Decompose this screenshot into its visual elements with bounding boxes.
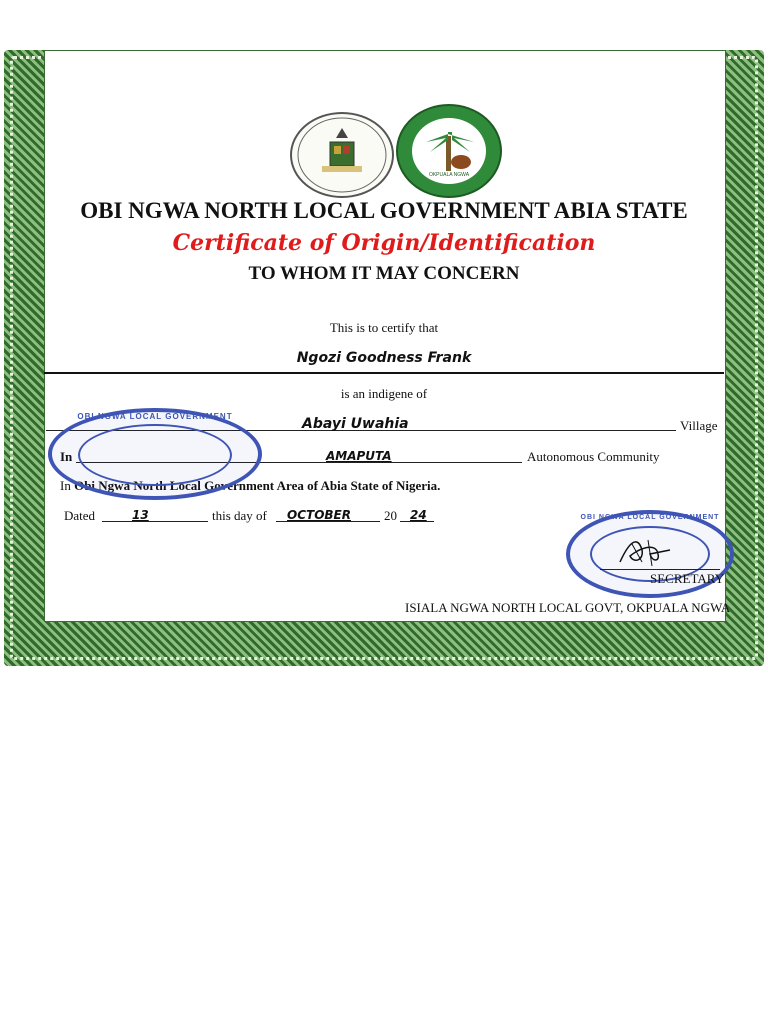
stamp-left-text: OBI NGWA LOCAL GOVERNMENT	[77, 412, 233, 421]
lga-seal-subtext: OKPUALA NGWA	[428, 172, 470, 178]
stamp-right-text: OBI NGWA LOCAL GOVERNMENT	[580, 514, 720, 521]
lga-seal-text	[396, 188, 496, 193]
community-label: Autonomous Community	[527, 449, 660, 464]
in2-label: In	[60, 478, 71, 493]
signature-line	[600, 569, 720, 570]
day-line	[102, 521, 208, 522]
certificate-subtitle: Certificate of Origin/Identification	[172, 230, 596, 256]
village-label: Village	[680, 418, 718, 433]
office-text: ISIALA NGWA NORTH LOCAL GOVT, OKPUALA NGWA	[405, 600, 731, 615]
certificate-title: OBI NGWA NORTH LOCAL GOVERNMENT ABIA STATE	[80, 198, 688, 223]
year-prefix: 20	[384, 508, 397, 523]
month-value: OCTOBER	[287, 508, 351, 522]
dated-label: Dated	[64, 508, 96, 523]
name-underline	[44, 372, 724, 374]
indigene-text: is an indigene of	[340, 386, 428, 401]
day-of-label: this day of	[212, 508, 267, 523]
lga-stamp-left	[48, 408, 262, 500]
palm-tree-icon	[398, 106, 500, 196]
day-value: 13	[132, 508, 149, 522]
coat-of-arms-icon	[292, 114, 392, 196]
secretary-label: SECRETARY	[650, 571, 725, 586]
abia-seal-text	[290, 188, 390, 193]
year-value: 24	[410, 508, 427, 522]
holder-name: Ngozi Goodness Frank	[296, 350, 472, 366]
lga-text: Obi Ngwa North Local Government Area of Abia State of Nigeria.	[74, 478, 441, 493]
lga-seal	[396, 104, 502, 198]
concern-heading: TO WHOM IT MAY CONCERN	[248, 263, 520, 284]
abia-state-seal	[290, 112, 394, 198]
certify-text: This is to certify that	[329, 320, 439, 335]
in-label: In	[60, 449, 73, 464]
signature-icon	[612, 532, 682, 572]
village-value: Abayi Uwahia	[302, 416, 409, 432]
community-value: AMAPUTA	[326, 449, 392, 463]
